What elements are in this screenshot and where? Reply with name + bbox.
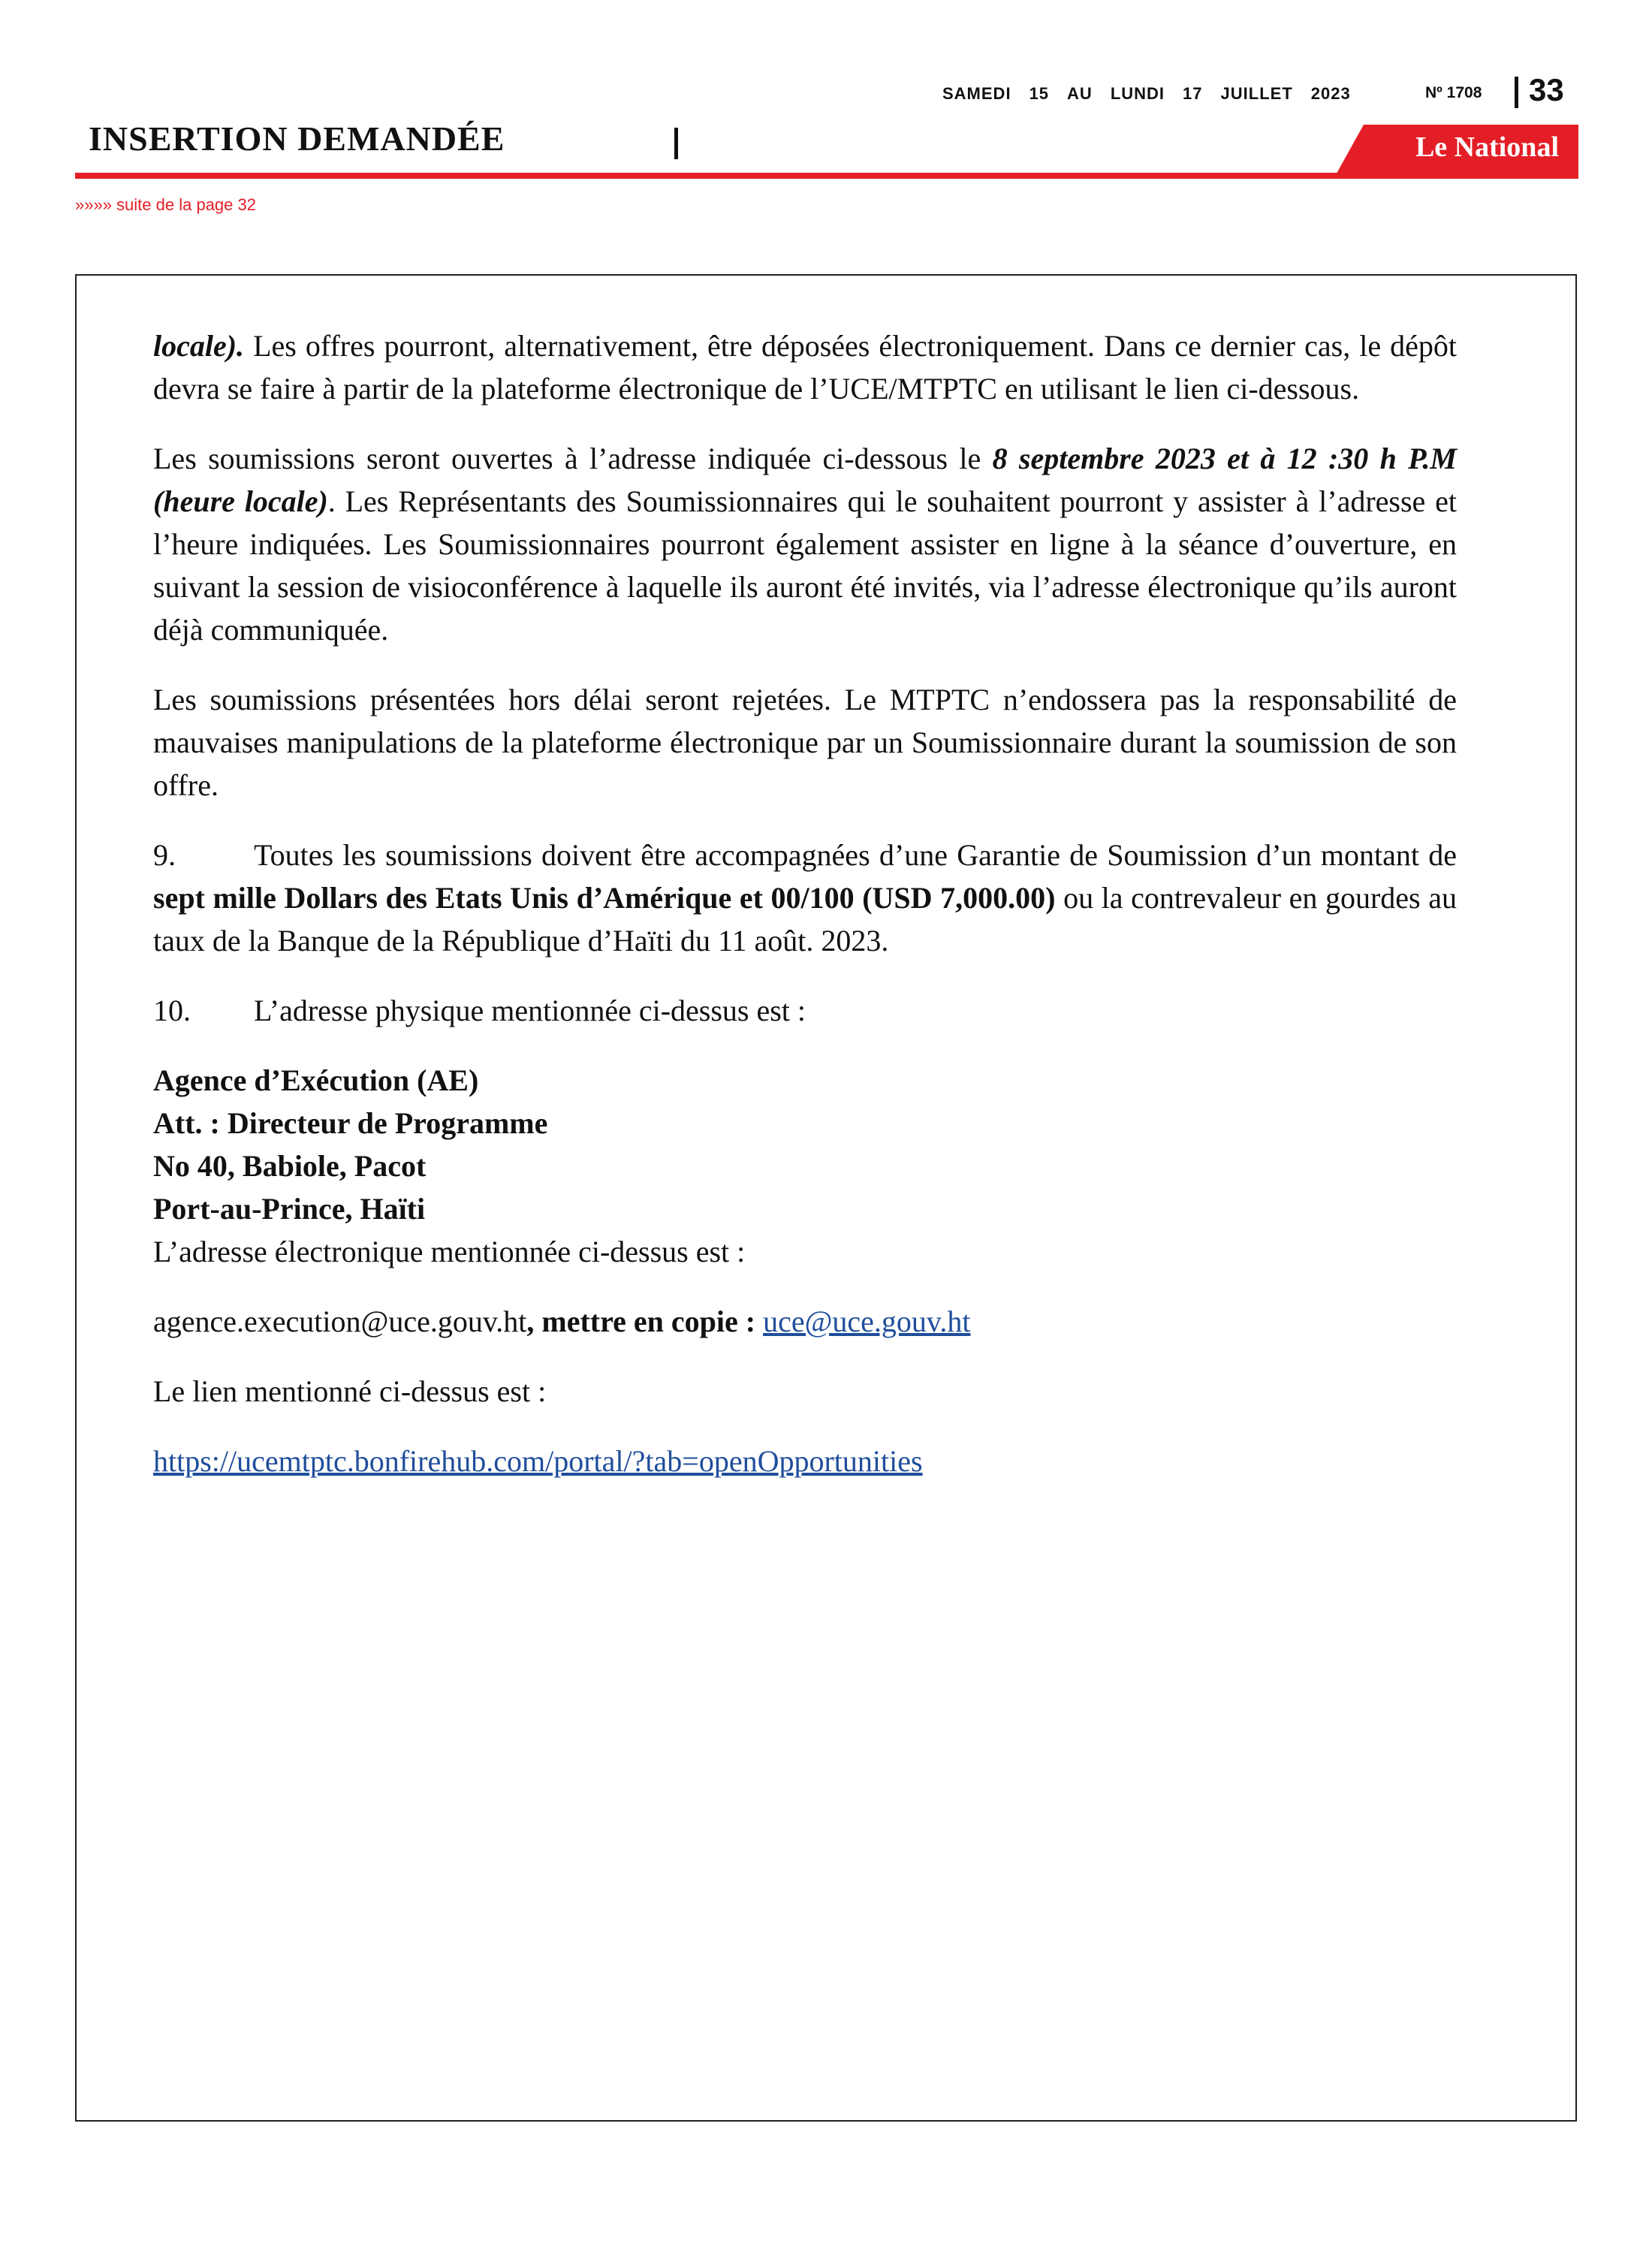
section-title: INSERTION DEMANDÉE: [89, 119, 505, 158]
dateline-date-start: 15: [1029, 84, 1050, 103]
paragraph-10-number: 10.: [153, 994, 191, 1027]
email-intro: L’adresse électronique mentionnée ci-dessus est :: [153, 1235, 746, 1268]
portal-link[interactable]: https://ucemtptc.bonfirehub.com/portal/?tab=openOpportunities: [153, 1444, 923, 1478]
paragraph-offers-lead: locale).: [153, 329, 245, 363]
address-attention: Att. : Directeur de Programme: [153, 1106, 548, 1140]
dateline-date-end: 17: [1183, 84, 1203, 103]
dateline-day-end: LUNDI: [1110, 84, 1165, 103]
address-street: No 40, Babiole, Pacot: [153, 1149, 427, 1183]
paragraph-opening-after: . Les Représentants des Soumissionnaires qui le souhaitent pourront y assister à l’adresse et l’heure indiquées. Les Soumissionnaires pourront également assister en ligne à la séance d’ouverture, en suivant la session de visioconférence à laquelle ils auront été invités, via l’adresse électronique qu’ils auront déjà communiquée.: [153, 484, 1457, 647]
dateline-month: JUILLET: [1220, 84, 1293, 103]
cc-email-link[interactable]: uce@uce.gouv.ht: [763, 1304, 971, 1338]
opening-date: 8 septembre 2023 et à 12 :30 h P.M (heure locale): [153, 442, 1457, 518]
paragraph-10-text: L’adresse physique mentionnée ci-dessus est :: [254, 994, 806, 1027]
address-agency: Agence d’Exécution (AE): [153, 1063, 479, 1097]
paragraph-9: [153, 834, 1457, 962]
dateline: [942, 84, 1369, 104]
page-number: 33: [1529, 72, 1564, 107]
continued-from: »»»» suite de la page 32: [75, 195, 256, 214]
address-city: Port-au-Prince, Haïti: [153, 1192, 426, 1226]
agency-email: agence.execution@uce.gouv.ht: [153, 1304, 527, 1338]
paragraph-offers: [153, 324, 1457, 410]
dateline-year: 2023: [1310, 84, 1351, 103]
paragraph-9-before: Toutes les soumissions doivent être accompagnées d’une Garantie de Soumission d’un montant de: [254, 838, 1457, 872]
paragraph-9-after: ou la contrevaleur en gourdes au taux de la Banque de la République d’Haïti du 11 août. 2023.: [153, 881, 1457, 958]
paragraph-opening: [153, 437, 1457, 651]
paragraph-late-submissions: Les soumissions présentées hors délai seront rejetées. Le MTPTC n’endossera pas la responsabilité de mauvaises manipulations de la plateforme électronique par un Soumissionnaire durant la soumission de son offre.: [153, 683, 1457, 802]
dateline-au: AU: [1067, 84, 1093, 103]
newspaper-brand: Le National: [1415, 131, 1559, 163]
address-block: [153, 1059, 1457, 1273]
dateline-day-start: SAMEDI: [942, 84, 1011, 103]
link-intro: Le lien mentionné ci-dessus est :: [153, 1374, 547, 1408]
notice-content: [153, 324, 1457, 1510]
portal-link-paragraph: [153, 1440, 1457, 1482]
page-number-divider: [1515, 77, 1518, 108]
paragraph-10: [153, 989, 1457, 1032]
paragraph-offers-text: Les offres pourront, alternativement, être déposées électroniquement. Dans ce dernier cas, le dépôt devra se faire à partir de la plateforme électronique de l’UCE/MTPTC en utilisant le lien ci-dessous.: [153, 329, 1457, 406]
title-divider: [674, 128, 678, 159]
paragraph-9-number: 9.: [153, 838, 176, 872]
cc-label: , mettre en copie :: [526, 1304, 764, 1338]
paragraph-opening-before: Les soumissions seront ouvertes à l’adresse indiquée ci-dessous le: [153, 442, 993, 475]
issue-number: Nº 1708: [1425, 84, 1482, 101]
guarantee-amount: sept mille Dollars des Etats Unis d’Amérique et 00/100 (USD 7,000.00): [153, 881, 1056, 915]
email-line: [153, 1300, 1457, 1343]
